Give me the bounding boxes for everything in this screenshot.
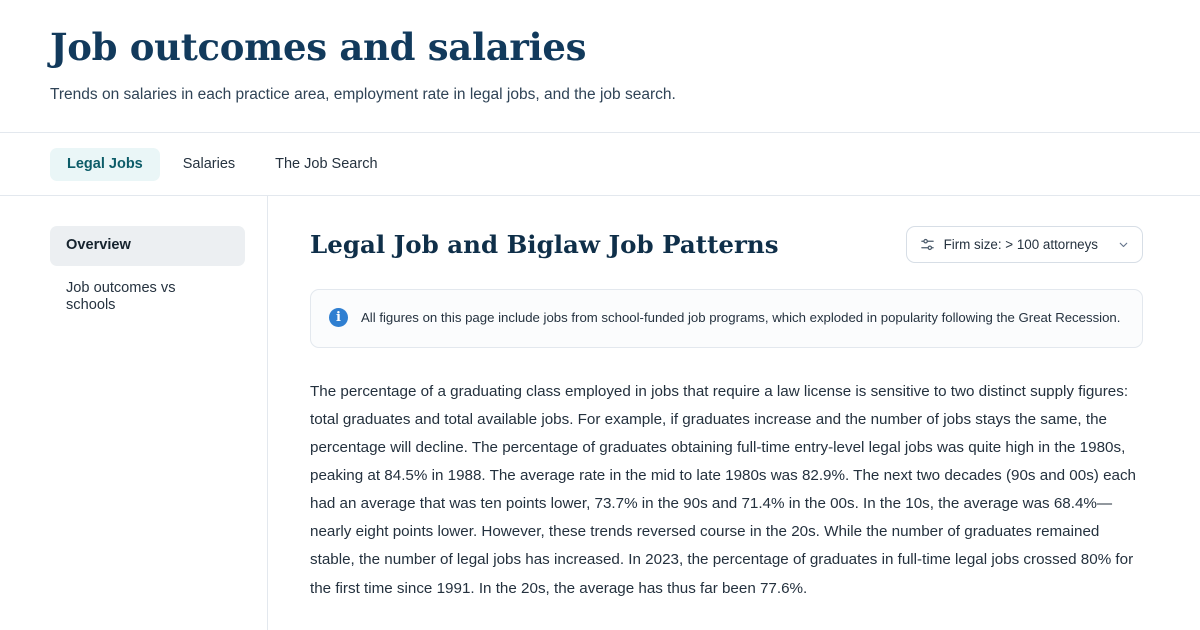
- info-callout-text: All figures on this page include jobs from school-funded job programs, which exploded in popularity following the Great Recession.: [361, 310, 1121, 326]
- section-title: Legal Job and Biglaw Job Patterns: [310, 230, 779, 260]
- sidebar-item-overview[interactable]: Overview: [50, 226, 245, 266]
- content-header: [310, 226, 1143, 263]
- sliders-icon: [920, 237, 935, 252]
- info-icon: i: [329, 308, 348, 327]
- firm-size-filter-label: Firm size: > 100 attorneys: [943, 237, 1098, 253]
- tab-legal-jobs[interactable]: Legal Jobs: [50, 148, 160, 181]
- tab-salaries[interactable]: Salaries: [182, 156, 236, 173]
- firm-size-filter[interactable]: [906, 226, 1143, 263]
- page-title: Job outcomes and salaries: [50, 25, 587, 69]
- body-paragraph: The percentage of a graduating class employed in jobs that require a law license is sensitive to two distinct supply figures: total graduates and total available jobs. For example, if graduates increase and the number of jobs stays the same, the percentage will decline. The percentage of graduates obtaining full-time entry-level legal jobs was quite high in the 1980s, peaking at 84.5% in 1988. The average rate in the mid to late 1980s was 82.9%. The next two decades (90s and 00s) each had an average that was ten points lower, 73.7% in the 90s and 71.4% in the 00s. In the 10s, the average was 68.4%—nearly eight points lower. However, these trends reversed course in the 20s. While the number of graduates remained stable, the number of legal jobs has increased. In 2023, the percentage of graduates in full-time legal jobs crossed 80% for the first time since 1991. In the 20s, the average has thus far been 77.6%.: [310, 382, 1137, 597]
- info-callout: [310, 289, 1143, 347]
- main-content: [268, 196, 1200, 630]
- tab-the-job-search[interactable]: The Job Search: [275, 156, 378, 173]
- sidebar: [0, 196, 268, 630]
- sidebar-item-job-outcomes-vs-schools[interactable]: Job outcomes vs schools: [66, 279, 176, 314]
- tab-bar: [0, 132, 1200, 196]
- page-header: [0, 0, 1200, 105]
- page-body: [0, 196, 1200, 630]
- page-subtitle: Trends on salaries in each practice area, employment rate in legal jobs, and the job search.: [50, 85, 676, 103]
- chevron-down-icon: [1117, 238, 1130, 251]
